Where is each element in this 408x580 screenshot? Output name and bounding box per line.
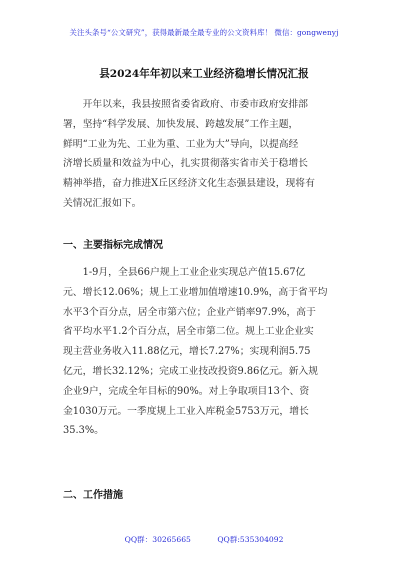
section-heading-1: 一、主要指标完成情况 xyxy=(63,240,163,251)
intro-line: 鲜明“工业为先、工业为重、工业为大”导向，以提高经 xyxy=(63,138,299,150)
section1-line: 亿元，增长32.12%；完成工业技改投资9.86亿元。新入规 xyxy=(63,365,319,377)
section1-line: 现主营业务收入11.88亿元，增长7.27%；实现利润5.75 xyxy=(63,346,311,358)
section1-line: 水平3个百分点，居全市第六位；企业产销率97.9%，高于 xyxy=(63,306,316,318)
section1-line: 35.3%。 xyxy=(63,425,104,437)
section1-line: 1-9月，全县66户规上工业企业实现总产值15.67亿 xyxy=(82,267,306,278)
section1-line: 元、增长12.06%；规上工业增加值增速10.9%，高于省平均 xyxy=(63,286,328,298)
promo-banner: 关注头条号“公文研究”，获得最新最全最专业的公文资料库！ 微信：gongwenyj xyxy=(69,28,339,37)
footer-contact xyxy=(0,534,408,545)
intro-line: 精神举措，奋力推进X丘区经济文化生态强县建设，现将有 xyxy=(63,178,315,190)
intro-line: 开年以来，我县按照省委省政府、市委市政府安排部 xyxy=(82,99,308,110)
qq-group-2: QQ群:535304092 xyxy=(217,535,284,544)
intro-line: 济增长质量和效益为中心，扎实贯彻落实省市关于稳增长 xyxy=(63,158,308,170)
document-title: 县2024年年初以来工业经济稳增长情况汇报 xyxy=(99,68,309,80)
section1-line: 企业9户，完成全年目标的90%。对上争取项目13个、资 xyxy=(63,385,310,397)
intro-line: 署，坚持“科学发展、加快发展、跨越发展”工作主题， xyxy=(63,118,299,130)
intro-line: 关情况汇报如下。 xyxy=(63,197,142,209)
section1-line: 金1030万元。一季度规上工业入库税金5753万元，增长 xyxy=(63,405,309,417)
intro-paragraph xyxy=(63,95,353,214)
section-heading-2: 二、工作措施 xyxy=(63,490,123,501)
qq-group-1: QQ群：30265665 xyxy=(124,535,191,544)
section1-paragraph xyxy=(63,263,353,441)
section1-line: 省平均水平1.2个百分点，居全市第二位。规上工业企业实 xyxy=(63,326,314,338)
